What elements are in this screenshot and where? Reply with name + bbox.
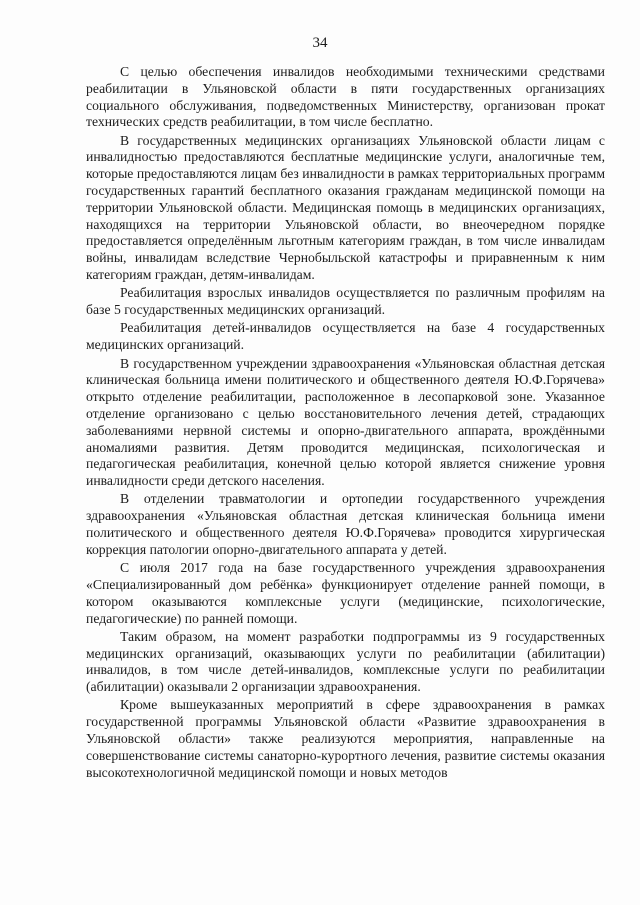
paragraph: В государственном учреждении здравоохранения «Ульяновская областная детская клиническая больница имени политического и общественного деятеля Ю.Ф.Горячева» открыто отделение реабилитации, расположенное в лесопарковой зоне. Указанное отделение организовано с целью восстановительного лечения детей, страдающих заболеваниями нервной системы и опорно-двигательного аппарата, врождёнными аномалиями развития. Детям проводится медицинская, психологическая и педагогическая реабилитация, конечной целью которой является снижение уровня инвалидности среди детского населения. [86,355,605,489]
paragraph: С июля 2017 года на базе государственного учреждения здравоохранения «Специализированный дом ребёнка» функционирует отделение ранней помощи, в котором оказываются комплексные услуги (медицинские, психологические, педагогические) по ранней помощи. [86,560,605,626]
paragraph: Таким образом, на момент разработки подпрограммы из 9 государственных медицинских организаций, оказывающих услуги по реабилитации (абилитации) инвалидов, в том числе детей-инвалидов, комплексные услуги по реабилитации (абилитации) оказывали 2 организации здравоохранения. [86,628,605,695]
paragraph: В отделении травматологии и ортопедии государственного учреждения здравоохранения «Ульяновская областная детская клиническая больница имени политического и общественного деятеля Ю.Ф.Горячева» проводится хирургическая коррекция патологии опорно-двигательного аппарата у детей. [86,491,605,557]
paragraph: С целью обеспечения инвалидов необходимыми техническими средствами реабилитации в Ульяновской области в пяти государственных организациях социального обслуживания, подведомственных Министерству, организован прокат технических средств реабилитации, в том числе бесплатно. [86,64,605,130]
page-number: 34 [312,35,328,51]
paragraph: Реабилитация взрослых инвалидов осуществляется по различным профилям на базе 5 государственных медицинских организаций. [86,285,605,318]
paragraph: Реабилитация детей-инвалидов осуществляется на базе 4 государственных медицинских организаций. [86,320,605,353]
paragraph: В государственных медицинских организациях Ульяновской области лицам с инвалидностью предоставляются бесплатные медицинские услуги, аналогичные тем, которые предоставляются лицам без инвалидности в рамках территориальных программ государственных гарантий бесплатного оказания гражданам медицинской помощи на территории Ульяновской области. Медицинская помощь в медицинских организациях, находящихся на территории Ульяновской области, во внеочередном порядке предоставляется определённым льготным категориям граждан, в том числе инвалидам войны, инвалидам вследствие Чернобыльской катастрофы и приравненным к ним категориям граждан, детям-инвалидам. [86,132,605,283]
paragraph: Кроме вышеуказанных мероприятий в сфере здравоохранения в рамках государственной программы Ульяновской области «Развитие здравоохранения в Ульяновской области» также реализуются мероприятия, направленные на совершенствование системы санаторно-курортного лечения, развитие системы оказания высокотехнологичной медицинской помощи и новых методов [86,697,605,780]
document-body [86,64,605,783]
